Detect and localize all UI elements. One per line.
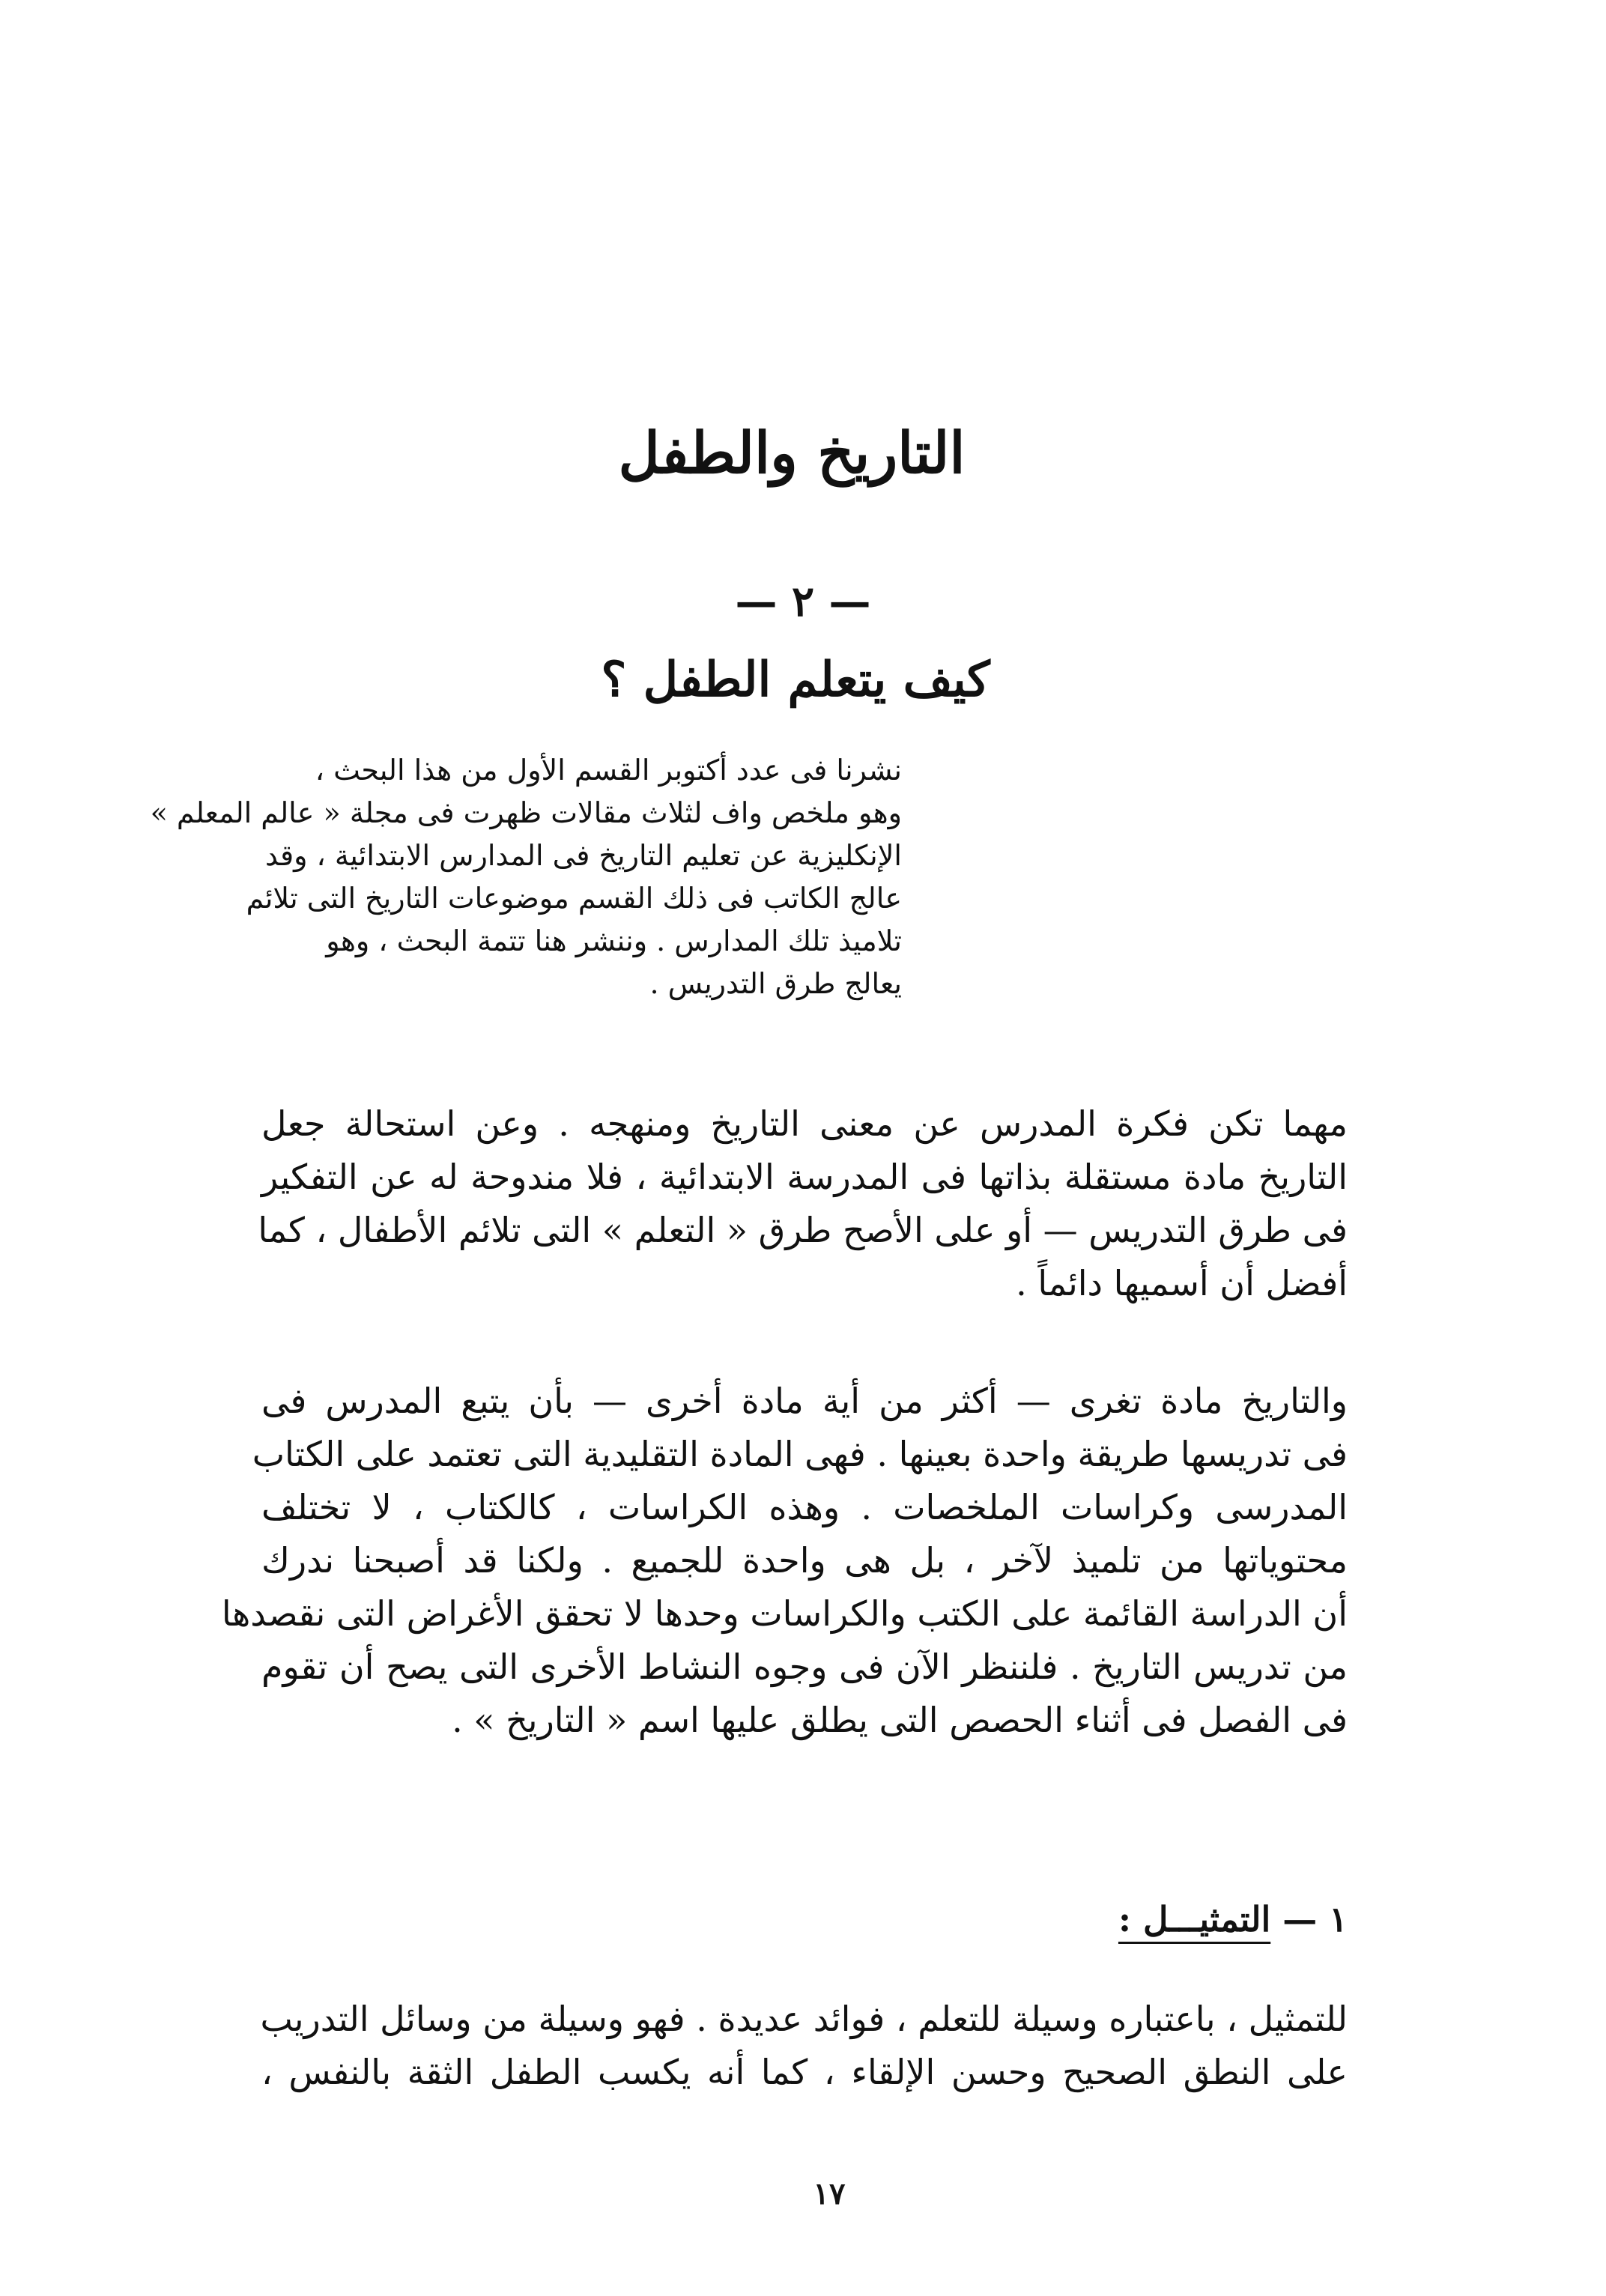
intro-note-line: الإنكليزية عن تعليم التاريخ فى المدارس الابتدائية ، وقد xyxy=(265,839,902,872)
paragraph-line: على النطق الصحيح وحسن الإلقاء ، كما أنه يكسب الطفل الثقة بالنفس ، xyxy=(261,2052,1348,2092)
section-title: التمثيـــل : xyxy=(1118,1899,1271,1939)
intro-note-line: تلاميذ تلك المدارس . وننشر هنا تتمة البحث ، وهو xyxy=(326,924,902,957)
page-number: ١٧ xyxy=(813,2176,846,2211)
paragraph-line: فى الفصل فى أثناء الحصص التى يطلق عليها اسم « التاريخ » . xyxy=(452,1700,1348,1740)
editorial-intro-note xyxy=(150,749,902,1005)
paragraph-line: فى تدريسها طريقة واحدة بعينها . فهى المادة التقليدية التى تعتمد على الكتاب xyxy=(252,1434,1348,1474)
body-paragraph-3 xyxy=(261,1993,1348,2099)
paragraph-line: مهما تكن فكرة المدرس عن معنى التاريخ ومنهجه . وعن استحالة جعل xyxy=(261,1103,1348,1144)
paragraph-line: أفضل أن أسميها دائماً . xyxy=(1016,1263,1348,1303)
paragraph-line: أن الدراسة القائمة على الكتب والكراسات وحدها لا تحقق الأغراض التى نقصدها xyxy=(221,1593,1348,1634)
paragraph-line: التاريخ مادة مستقلة بذاتها فى المدرسة الابتدائية ، فلا مندوحة له عن التفكير xyxy=(261,1157,1348,1197)
body-paragraph-1 xyxy=(258,1097,1348,1310)
paragraph-line: محتوياتها من تلميذ لآخر ، بل هى واحدة للجميع . ولكنا قد أصبحنا ندرك xyxy=(261,1540,1348,1581)
section-number: ١ — xyxy=(1282,1899,1348,1939)
paragraph-line: المدرسى وكراسات الملخصات . وهذه الكراسات ، كالكتاب ، لا تختلف xyxy=(261,1487,1348,1527)
paragraph-line: من تدريس التاريخ . فلننظر الآن فى وجوه النشاط الأخرى التى يصح أن تقوم xyxy=(261,1647,1348,1687)
page-title: التاريخ والطفل xyxy=(618,419,966,486)
section-heading-acting xyxy=(1118,1899,1348,1939)
paragraph-line: للتمثيل ، باعتباره وسيلة للتعلم ، فوائد عديدة . فهو وسيلة من وسائل التدريب xyxy=(260,1999,1348,2039)
intro-note-line: يعالج طرق التدريس . xyxy=(649,967,902,1000)
paragraph-line: فى طرق التدريس — أو على الأصح طرق « التعلم » التى تلائم الأطفال ، كما xyxy=(258,1210,1348,1250)
intro-note-line: نشرنا فى عدد أكتوبر القسم الأول من هذا البحث ، xyxy=(315,754,902,787)
article-subtitle: كيف يتعلم الطفل ؟ xyxy=(601,652,990,708)
intro-note-line: عالج الكاتب فى ذلك القسم موضوعات التاريخ التى تلائم xyxy=(246,882,902,915)
intro-note-line: وهو ملخص واف لثلاث مقالات ظهرت فى مجلة « عالم المعلم » xyxy=(150,796,902,829)
part-number: — ٢ — xyxy=(735,577,871,626)
paragraph-line: والتاريخ مادة تغرى — أكثر من أية مادة أخرى — بأن يتبع المدرس فى xyxy=(261,1381,1348,1421)
body-paragraph-2 xyxy=(221,1375,1348,1747)
